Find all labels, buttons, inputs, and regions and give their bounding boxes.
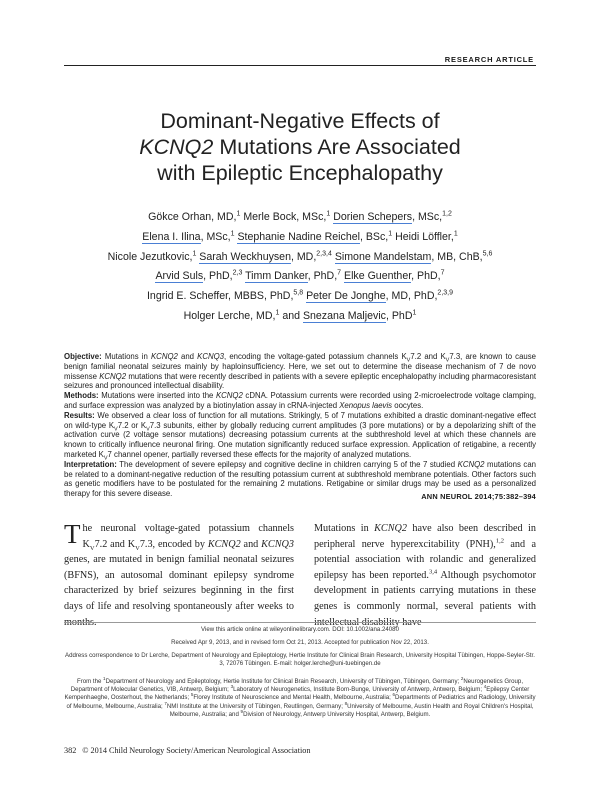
article-title: [64, 108, 536, 186]
gene-name: KCNQ3: [261, 538, 294, 550]
abstract-text: cDNA. Potassium currents were recorded using 2-microelectrode voltage clamping, and surface expression was analyzed by a biotinylation assay in cRNA-injected: [64, 391, 536, 410]
subscript: V: [146, 426, 150, 433]
subscript: V: [135, 544, 140, 552]
affiliation-mark: 7: [337, 269, 342, 277]
gene-name: KCNQ2: [207, 538, 241, 550]
author-link[interactable]: Arvid Suls: [155, 270, 204, 283]
affiliation-mark: 6: [392, 692, 396, 698]
affiliation-mark: 2: [460, 675, 464, 681]
footnote-text: Neurogenetics Group, Department of Molecular Genetics, VIB, Antwerp, Belgium;: [70, 678, 524, 694]
body-text: genes, are mutated in benign familial neonatal seizures (BFNS), an autosomal dominant epilepsy syndrome characterized by brief seizures beginning in the first days of life and resolving spontaneously after weeks to months.: [64, 554, 294, 628]
gene-name: KCNQ2: [150, 352, 178, 361]
abstract-label: Interpretation:: [64, 459, 117, 469]
affiliation-mark: 4: [483, 684, 487, 690]
author-link[interactable]: Elke Guenther: [344, 270, 412, 283]
title-gene: KCNQ2: [139, 135, 214, 159]
abstract-text: 7.2 or K: [117, 420, 147, 430]
subscript: V: [445, 357, 450, 364]
abstract-methods: [64, 391, 536, 411]
footnote-text: University of Melbourne, Austin Health and Royal Children's Hospital, Melbourne, Australia; and: [169, 702, 534, 718]
author-degree: , MSc,: [412, 211, 443, 223]
footnote-text: Florey Institute of Neuroscience and Mental Health, Melbourne, Australia;: [193, 694, 393, 702]
abstract-results: [64, 411, 536, 460]
abstract-text: 7.2 and K: [410, 352, 446, 361]
body-text: he neuronal voltage-gated potassium channels K: [82, 523, 294, 550]
body-text: 7.2 and K: [94, 538, 136, 550]
author-name: Nicole Jezutkovic,: [107, 250, 193, 263]
page-number: 382: [64, 746, 77, 755]
affiliation-mark: 1,2: [442, 210, 452, 218]
footnote-text: Division of Neurology, Antwerp University Hospital, Antwerp, Belgium.: [243, 710, 431, 718]
author-line-3: [64, 248, 536, 268]
author-name: Gökce Orhan, MD,: [148, 211, 237, 223]
footnote-affiliations: [64, 675, 536, 719]
body-text: Although psychomotor development in patients carrying mutations in these genes is commonly normal, several patients with intellectual disability have: [314, 569, 536, 628]
abstract-text: and: [177, 352, 198, 361]
footnote-text: Departments of Pediatrics and Radiology, University of Melbourne, Melbourne, Australia;: [66, 694, 536, 710]
affiliation-mark: 7: [440, 269, 445, 277]
footnote-text: NMI Institute at the University of Tübingen, Reutlingen, Germany;: [166, 702, 345, 710]
author-degree: , MSc,: [200, 230, 231, 243]
title-line-3: with Epileptic Encephalopathy: [157, 161, 443, 185]
affiliation-mark: 2,3,9: [437, 289, 453, 297]
body-column-left: [64, 521, 294, 630]
author-degree: , BSc,: [359, 230, 389, 243]
header-rule: [64, 65, 536, 66]
affiliation-mark: 1: [453, 230, 458, 238]
author-name: Holger Lerche, MD,: [183, 309, 276, 322]
abstract-label: Objective:: [64, 352, 102, 361]
author-degree: , PhD: [385, 309, 413, 322]
affiliation-mark: 5,8: [293, 289, 304, 297]
abstract-text: 7.3 subunits, either by globally reducing current amplitudes (3 pore mutations) or by a depolarizing shift of the activation curve (2 voltage sensor mutations) decreasing potassium currents at the subthreshold level at which these channels are known to critically influence neuronal firing. One mutation significantly reduced surface expression. Application of retigabine, a recently marketed K: [64, 420, 536, 459]
footnote-text: From the: [76, 678, 104, 685]
abstract-text: The development of severe epilepsy and cognitive decline in children carrying 5 of the 7 studied: [119, 459, 458, 469]
author-link[interactable]: Dorien Schepers: [333, 211, 413, 223]
author-link[interactable]: Elena I. Ilina: [142, 230, 201, 243]
author-conjunction: and: [282, 309, 300, 322]
abstract-objective: [64, 352, 536, 391]
title-line-2: [64, 134, 536, 160]
subscript: V: [103, 455, 108, 462]
affiliation-mark: 1: [326, 210, 331, 218]
abstract-text: , encoding the voltage-gated potassium channels K: [224, 352, 407, 361]
author-link[interactable]: Simone Mandelstam: [334, 250, 432, 263]
subscript: V: [406, 357, 411, 364]
body-column-right: [314, 521, 536, 630]
subscript: V: [89, 544, 95, 552]
body-text: 7.3, encoded by: [139, 538, 208, 550]
affiliation-mark: 1: [230, 230, 235, 238]
reference-mark[interactable]: 1,2: [495, 537, 504, 545]
title-line-1: Dominant-Negative Effects of: [160, 109, 440, 133]
footnote-text: Epilepsy Center Kempenhaeghe, Oosterhout, the Netherlands;: [64, 686, 530, 702]
author-degree: , PhD,: [203, 270, 233, 283]
author-degree: , MB, ChB,: [431, 250, 483, 263]
affiliation-mark: 5: [190, 692, 194, 698]
affiliation-mark: 1: [275, 309, 280, 317]
copyright-line: © 2014 Child Neurology Society/American Neurological Association: [82, 746, 311, 755]
footnote-correspondence: Address correspondence to Dr Lerche, Department of Neurology and Epileptology, Hertie Institute for Clinical Brain Research, University Hospital Tübingen, Hoppe-Seyler-Str. 3, 72076 Tübingen. E-mail: holger.lerche@uni-tuebingen.de: [65, 652, 535, 668]
drop-cap: T: [64, 519, 81, 549]
body-text: and a potential association with rolandic and generalized epilepsy has been reported.: [314, 538, 536, 581]
article-type-label: RESEARCH ARTICLE: [444, 55, 534, 64]
affiliation-mark: 1: [412, 309, 417, 317]
author-line-4: [64, 267, 536, 287]
gene-name: KCNQ2: [457, 459, 485, 469]
abstract-text: mutations can be related to a dominant-negative reduction of the resulting potassium current at subthreshold membrane potentials. Other factors such as genetic modifiers have to be postulated for the remaining 2 mutations. Retigabine or similar drugs may be used as a personalized therapy for this severe disease.: [64, 459, 536, 499]
author-line-1: [64, 208, 536, 228]
gene-name: KCNQ2: [374, 523, 407, 534]
author-degree: , MD, PhD,: [385, 290, 438, 303]
author-line-5: [64, 287, 536, 307]
gene-name: KCNQ3: [197, 352, 225, 361]
author-name: Ingrid E. Scheffer, MBBS, PhD,: [146, 290, 294, 303]
author-link[interactable]: Peter De Jonghe: [306, 290, 386, 303]
author-degree: , PhD,: [411, 270, 441, 283]
abstract-text: oocytes.: [392, 400, 424, 410]
affiliation-mark: 2,3: [232, 269, 243, 277]
affiliation-mark: 8: [344, 700, 348, 706]
author-link[interactable]: Timm Danker: [245, 270, 308, 283]
page-footer: [64, 746, 310, 755]
abstract-label: Methods:: [64, 391, 99, 401]
affiliation-mark: 9: [240, 708, 244, 714]
body-text: Mutations in: [314, 523, 375, 534]
footnote-received: Received Apr 9, 2013, and in revised form Oct 21, 2013. Accepted for publication Nov 22, 2013.: [171, 639, 429, 646]
affiliation-mark: 3: [230, 684, 234, 690]
author-line-2: [64, 228, 536, 248]
author-link[interactable]: Stephanie Nadine Reichel: [237, 230, 360, 243]
footnote-online: View this article online at wileyonlinelibrary.com. DOI: 10.1002/ana.24080: [201, 626, 399, 633]
abstract: [64, 352, 536, 499]
abstract-text: We observed a clear loss of function for all mutations. Strikingly, 5 of 7 mutations exhibited a drastic dominant-negative effect on wild-type K: [64, 410, 536, 430]
abstract-label: Results:: [64, 410, 95, 420]
body-text: and: [240, 538, 262, 550]
author-name: Heidi Löffler,: [395, 230, 454, 243]
author-link[interactable]: Snezana Maljevic: [302, 309, 386, 322]
author-degree: , MD,: [290, 250, 317, 263]
abstract-text: mutations that were recently described in patients with a severe epileptic encephalopathy including pharmacoresistant seizures and pronounced intellectual disability.: [64, 371, 536, 391]
abstract-text: Mutations in: [104, 352, 151, 361]
author-link[interactable]: Sarah Weckhuysen: [199, 250, 291, 263]
footnote-text: Laboratory of Neurogenetics, Institute Born-Bunge, University of Antwerp, Antwerp, Belgium;: [233, 686, 484, 694]
affiliation-mark: 1: [192, 250, 197, 258]
species-name: Xenopus laevis: [339, 400, 393, 410]
body-text: have also been described in peripheral nerve hyperexcitability (PNH),: [314, 523, 536, 550]
affiliation-mark: 1: [388, 230, 393, 238]
affiliation-mark: 7: [164, 700, 167, 706]
author-line-6: [64, 307, 536, 327]
author-degree: , PhD,: [307, 270, 338, 283]
reference-mark[interactable]: 3,4: [428, 568, 438, 576]
abstract-text: 7 channel opener, partially reversed these effects for the majority of analyzed mutations.: [107, 449, 412, 459]
gene-name: KCNQ2: [215, 391, 243, 401]
affiliation-mark: 5,6: [482, 250, 493, 258]
subscript: V: [114, 426, 118, 433]
affiliation-mark: 1: [103, 675, 106, 681]
journal-citation: ANN NEUROL 2014;75:382–394: [421, 492, 536, 501]
title-line-2-rest: Mutations Are Associated: [213, 135, 461, 159]
affiliation-mark: 2,3,4: [316, 250, 332, 258]
gene-name: KCNQ2: [99, 371, 127, 381]
abstract-text: 7.3, are known to cause benign familial neonatal seizures mainly by haploinsufficiency. Here, we set out to determine the disease mechanism of 7 de novo missense: [64, 352, 536, 381]
footnote-rule: [64, 622, 536, 623]
footnote-text: Department of Neurology and Epileptology, Hertie Institute for Clinical Brain Research, University of Tübingen, Tübingen, Germany;: [105, 678, 461, 685]
affiliation-mark: 1: [236, 210, 241, 218]
author-name: Merle Bock, MSc,: [243, 211, 327, 223]
abstract-text: Mutations were inserted into the: [101, 391, 216, 401]
author-list: [64, 208, 536, 327]
